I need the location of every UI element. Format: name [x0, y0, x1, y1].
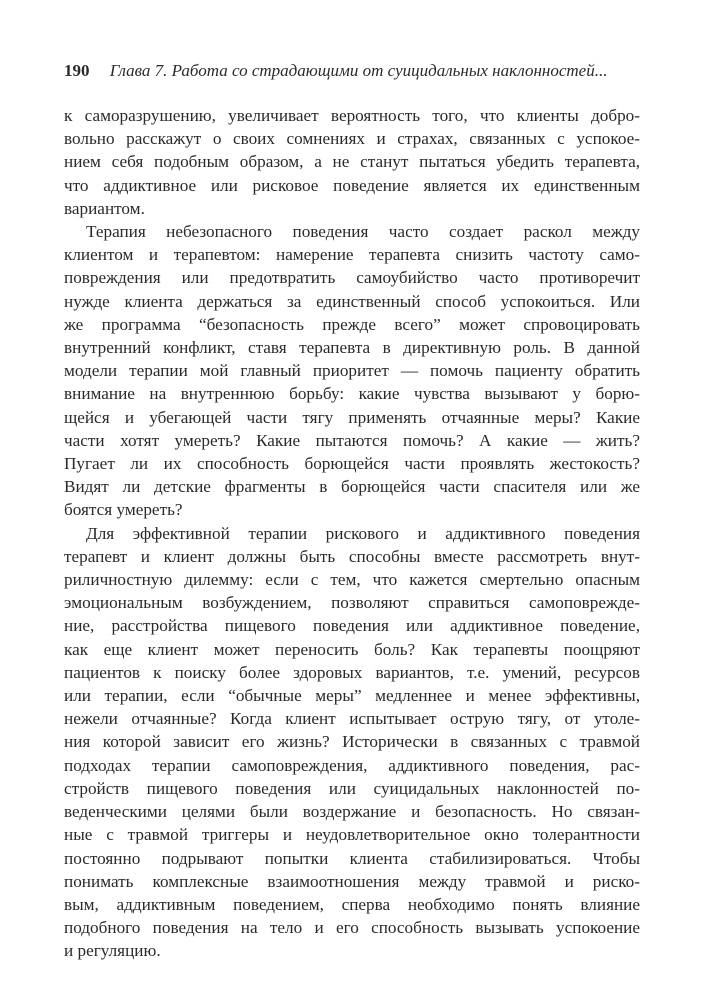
text-line: ные с травмой триггеры и неудовлетворительное окно толерантности	[64, 825, 640, 845]
text-line: ние, расстройства пищевого поведения или аддиктивное поведение,	[64, 616, 640, 636]
text-line: понимать комплексные взаимоотношения между травмой и риско-	[64, 871, 640, 891]
text-line: нежели отчаянные? Когда клиент испытывает острую тягу, от утоле-	[64, 709, 640, 729]
text-line: и регуляцию.	[64, 941, 161, 961]
text-line: части хотят умереть? Какие пытаются помочь? А какие — жить?	[64, 430, 640, 450]
text-line: постоянно подрывают попытки клиента стабилизироваться. Чтобы	[64, 848, 640, 868]
chapter-title: Глава 7. Работа со страдающими от суицидальных наклонностей...	[109, 61, 608, 80]
paragraph	[64, 104, 640, 220]
page-number: 190	[64, 61, 90, 80]
text-line: терапевт и клиент должны быть способны вместе рассмотреть внут-	[64, 546, 640, 566]
text-line: внутренний конфликт, ставя терапевта в директивную роль. В данной	[64, 338, 640, 358]
text-line: модели терапии мой главный приоритет — помочь пациенту обратить	[64, 361, 640, 381]
text-line: Видят ли детские фрагменты в борющейся части спасителя или же	[64, 477, 640, 497]
text-line: клиентом и терапевтом: намерение терапевта снизить частоту само-	[64, 245, 640, 265]
text-line: же программа “безопасность прежде всего” может спровоцировать	[64, 314, 640, 334]
text-line: вариантом.	[64, 198, 145, 218]
body-text	[64, 104, 640, 963]
text-line: стройств пищевого поведения или суицидальных наклонностей по-	[64, 778, 640, 798]
running-head	[64, 60, 644, 82]
text-line: пациентов к поиску более здоровых вариантов, т.е. умений, ресурсов	[64, 662, 640, 682]
text-line: что аддиктивное или рисковое поведение является их единственным	[64, 175, 640, 195]
text-line: риличностную дилемму: если с тем, что кажется смертельно опасным	[64, 570, 640, 590]
text-line: веденческими целями были воздержание и безопасность. Но связан-	[64, 802, 640, 822]
text-line: щейся и убегающей части тягу применять отчаянные меры? Какие	[64, 407, 640, 427]
text-line: подобного поведения на тело и его способность вызывать успокоение	[64, 918, 640, 938]
paragraph	[64, 522, 640, 963]
text-line: эмоциональным возбуждением, позволяют справиться самоповрежде-	[64, 593, 640, 613]
text-line: вым, аддиктивным поведением, сперва необходимо понять влияние	[64, 894, 640, 914]
text-line: к саморазрушению, увеличивает вероятность того, что клиенты добро-	[64, 106, 640, 125]
paragraph	[64, 220, 640, 522]
text-line: вольно расскажут о своих сомнениях и страхах, связанных с успокое-	[64, 129, 640, 149]
text-line: Терапия небезопасного поведения часто создает раскол между	[86, 222, 640, 242]
text-line: нием себя подобным образом, а не станут пытаться убедить терапевта,	[64, 152, 640, 172]
text-line: как еще клиент может переносить боль? Как терапевты поощряют	[64, 639, 640, 659]
text-line: Пугает ли их способность борющейся части проявлять жестокость?	[64, 454, 640, 474]
text-line: нужде клиента держаться за единственный способ успокоиться. Или	[64, 291, 640, 311]
text-line: повреждения или предотвратить самоубийство часто противоречит	[64, 268, 640, 288]
text-line: Для эффективной терапии рискового и аддиктивного поведения	[86, 523, 640, 543]
text-line: ния которой зависит его жизнь? Исторически в связанных с травмой	[64, 732, 640, 752]
text-line: подходах терапии самоповреждения, аддиктивного поведения, рас-	[64, 755, 640, 775]
text-line: боятся умереть?	[64, 500, 183, 520]
text-line: или терапии, если “обычные меры” медленнее и менее эффективны,	[64, 686, 640, 706]
text-line: внимание на внутреннюю борьбу: какие чувства вызывают у борю-	[64, 384, 640, 404]
